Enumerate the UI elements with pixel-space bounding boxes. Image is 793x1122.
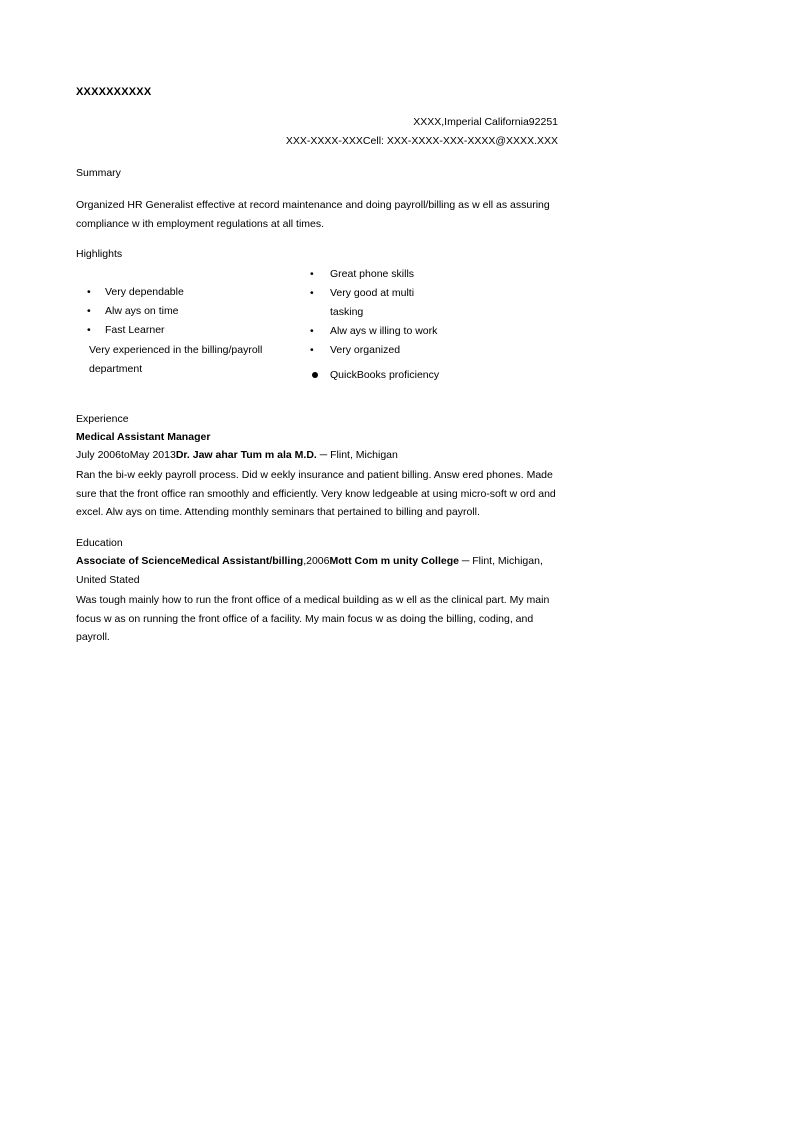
list-item-text: Very good at multi tasking — [330, 287, 415, 318]
list-item — [301, 265, 501, 284]
list-item — [76, 283, 296, 302]
field-of-study: Medical Assistant/billing — [181, 555, 304, 567]
school-name: Mott Com m unity College — [329, 555, 459, 567]
list-item-text: Alw ays w illing to work — [330, 325, 438, 337]
list-item-text: Very organized — [330, 344, 401, 356]
job-title-text: Medical Assistant Manager — [76, 431, 211, 443]
bullet-icon: • — [310, 287, 314, 299]
list-item — [76, 302, 296, 321]
bullet-icon: • — [87, 305, 91, 317]
list-item — [301, 366, 501, 385]
education-description: Was tough mainly how to run the front office of a medical building as w ell as the clinical part. My main focus w as on running the front office of a facility. My main focus w as doing the billing, coding, and payroll. — [76, 594, 550, 643]
job-location: Flint, Michigan — [330, 449, 398, 461]
list-item: Very experienced in the billing/payroll department — [89, 344, 263, 375]
dash-separator: ─ — [316, 449, 331, 461]
graduation-year: ,2006 — [303, 555, 330, 567]
job-employer: Dr. Jaw ahar Tum m ala M.D. — [175, 449, 317, 461]
education-heading: Education — [76, 537, 123, 549]
dash-separator: ─ — [458, 555, 473, 567]
list-item-text: Fast Learner — [105, 324, 165, 336]
experience-heading: Experience — [76, 413, 129, 425]
education-meta — [76, 555, 543, 567]
bullet-icon: • — [310, 325, 314, 337]
contact-address: XXXX,Imperial California92251 — [413, 116, 558, 128]
list-item — [301, 322, 501, 341]
list-item-text: Great phone skills — [330, 268, 415, 280]
education-country: United Stated — [76, 574, 140, 586]
list-item — [301, 341, 501, 360]
bullet-icon: • — [310, 344, 314, 356]
list-item-text: QuickBooks proficiency — [330, 369, 440, 381]
contact-phone-email: XXX-XXXX-XXXCell: XXX-XXXX-XXX-XXXX@XXXX.XXX — [285, 135, 558, 147]
list-item — [301, 284, 430, 322]
bullet-icon: • — [87, 324, 91, 336]
bullet-icon: • — [87, 286, 91, 298]
list-item-text: Very dependable — [105, 286, 184, 298]
highlights-heading: Highlights — [76, 248, 123, 260]
list-item-text: Alw ays on time — [105, 305, 179, 317]
highlights-right-list — [301, 265, 501, 385]
degree: Associate of Science — [76, 555, 182, 567]
list-item — [76, 321, 296, 340]
candidate-name: XXXXXXXXXX — [76, 86, 152, 98]
job-title — [76, 431, 210, 443]
bullet-icon: • — [310, 268, 314, 280]
filled-circle-bullet-icon — [312, 372, 318, 378]
summary-text: Organized HR Generalist effective at record maintenance and doing payroll/billing as w ell as assuring compliance w ith employment regulations at all times. — [76, 199, 550, 230]
school-location: Flint, Michigan, — [472, 555, 543, 567]
highlights-left-list — [76, 283, 296, 378]
job-description: Ran the bi-w eekly payroll process. Did w eekly insurance and patient billing. Answ ered phones. Made sure that the front office ran smoothly and efficiently. Very know ledgeable at using micro-soft w ord and excel. Alw ays on time. Attending monthly seminars that pertained to billing and payroll. — [76, 469, 556, 518]
job-meta — [76, 449, 398, 461]
summary-heading: Summary — [76, 167, 121, 179]
job-dates: July 2006toMay 2013 — [76, 449, 176, 461]
